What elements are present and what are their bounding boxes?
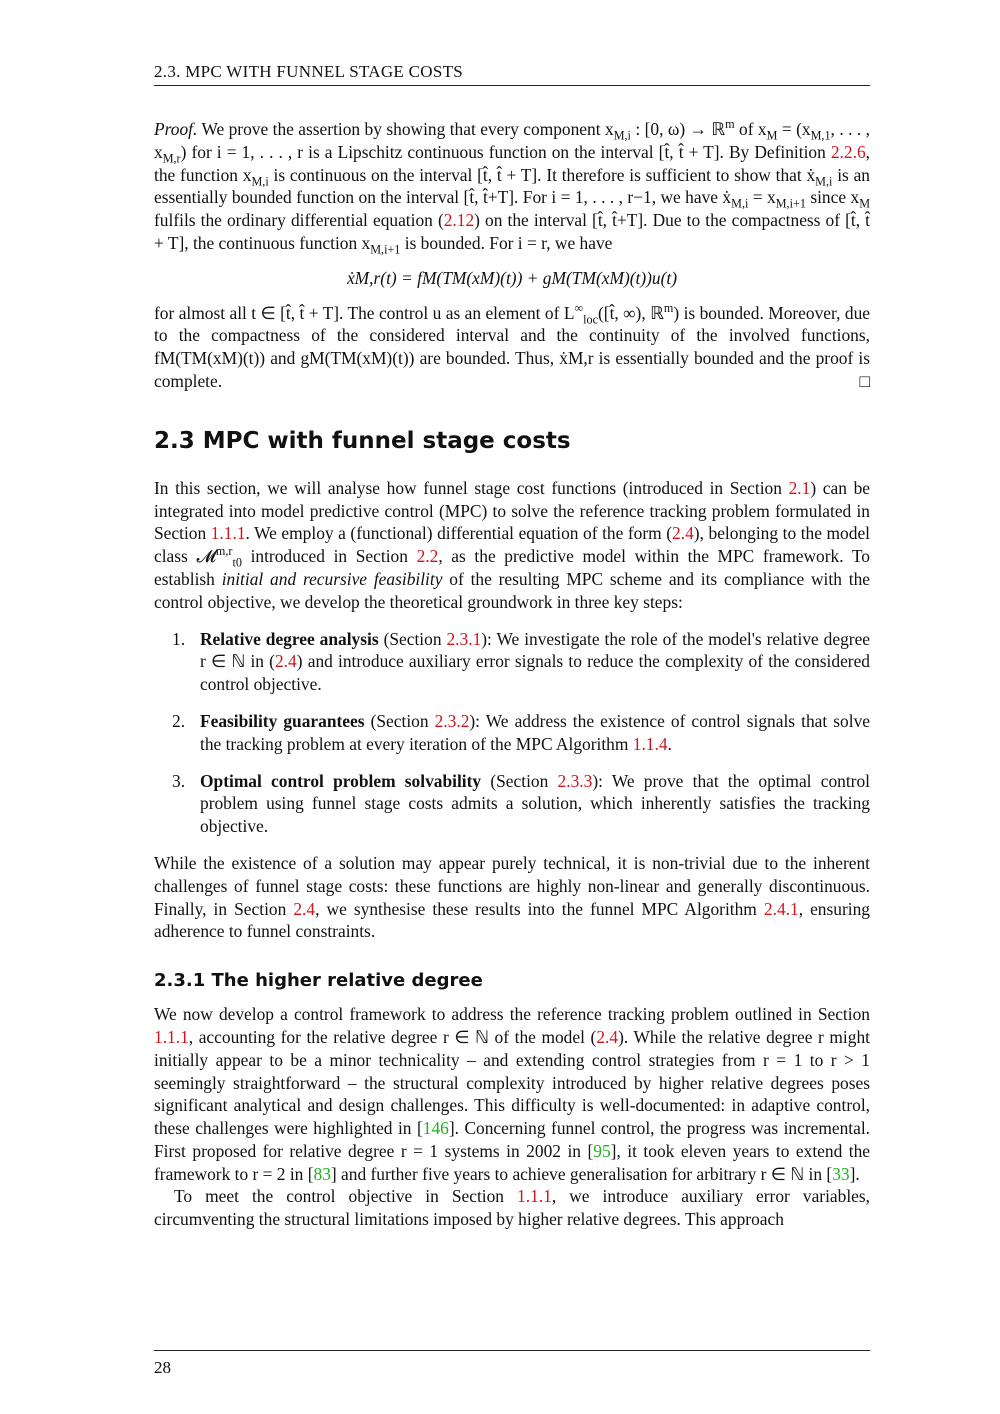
step-text: (Section xyxy=(481,770,558,791)
citation-link[interactable]: 95 xyxy=(593,1140,611,1161)
step-text: ): We address the existence of control signals that solve the tracking problem at every iteration of the MPC Algorithm xyxy=(200,710,870,754)
intro-text: of the resulting MPC scheme and its compliance with the control objective, we develop the theoretical groundwork in three key steps: xyxy=(154,568,870,612)
list-item xyxy=(154,628,870,696)
proof-sub: M,i+1 xyxy=(775,196,806,211)
section-link[interactable]: 2.4 xyxy=(293,898,316,919)
proof-sub: M xyxy=(766,128,778,143)
proof-text: We prove the assertion by showing that every component x xyxy=(197,119,614,139)
proof-text: is bounded. For i = r, we have xyxy=(400,232,613,253)
section-link[interactable]: 2.3.2 xyxy=(434,710,470,731)
subsection-text: ). While the relative degree r might initially appear to be a minor technicality – and extending control strategies from r = 1 to r > 1 seemingly straightforward – the structural complexity introduced by higher relative degrees poses significant analytical and design challenges. This difficulty is well-documented: in adaptive control, these challenges were highlighted in [ xyxy=(154,1026,870,1139)
equation-link[interactable]: 2.4 xyxy=(672,523,694,544)
header-rule xyxy=(154,85,870,86)
equation-link[interactable]: 2.4 xyxy=(274,651,297,672)
subsection-paragraph xyxy=(154,1185,870,1231)
page-number: 28 xyxy=(154,1358,171,1377)
proof-text: is an essentially bounded function on the interval [t̂, t̂+T]. For i = 1, . . . , r−1, we have ẋ xyxy=(154,164,870,208)
page-body xyxy=(154,118,870,1231)
steps-list xyxy=(154,628,870,838)
subsection-text: , accounting for the relative degree r ∈ ℕ of the model ( xyxy=(188,1026,597,1047)
proof-sub: loc xyxy=(583,312,598,327)
section-link[interactable]: 1.1.1 xyxy=(210,523,246,544)
subsection-text: To meet the control objective in Section xyxy=(174,1186,518,1207)
proof-conclusion xyxy=(154,302,870,393)
step-title: Feasibility guarantees xyxy=(200,710,365,731)
proof-text: ([t̂, ∞), ℝ xyxy=(597,302,664,323)
section-link[interactable]: 2.1 xyxy=(788,477,811,498)
step-text: ) and introduce auxiliary error signals to reduce the complexity of the considered control objective. xyxy=(200,651,870,695)
step-text: . xyxy=(667,733,672,754)
subsection-text: ]. xyxy=(849,1163,860,1184)
intro-text: ), belonging to the model class 𝓜 xyxy=(154,523,870,567)
intro-sub: t0 xyxy=(232,555,242,570)
subsection-text: We now develop a control framework to address the reference tracking problem outlined in Section xyxy=(154,1004,870,1025)
proof-paragraph xyxy=(154,118,870,255)
section-link[interactable]: 2.3.3 xyxy=(557,770,593,791)
closing-text: While the existence of a solution may appear purely technical, it is non-trivial due to the inherent challenges of funnel stage costs: these functions are highly non-linear and generally discontinuous. Finally, in Section xyxy=(154,852,870,919)
list-item xyxy=(154,770,870,838)
citation-link[interactable]: 33 xyxy=(832,1163,850,1184)
proof-text: , the function x xyxy=(154,141,870,185)
intro-text: introduced in Section xyxy=(241,546,417,567)
display-equation: ẋM,r(t) = fM(TM(xM)(t)) + gM(TM(xM)(t))u(t) xyxy=(346,267,678,288)
subsection-text: ], it took eleven years to extend the framework to r = 2 in [ xyxy=(154,1140,870,1184)
intro-text: ) can be integrated into model predictive control (MPC) to solve the reference tracking problem formulated in Section xyxy=(154,477,870,544)
proof-label: Proof. xyxy=(154,119,198,139)
section-link[interactable]: 2.3.1 xyxy=(446,628,482,649)
subsection-heading: 2.3.1 The higher relative degree xyxy=(154,970,483,992)
section-intro xyxy=(154,477,870,614)
subsection-paragraph xyxy=(154,1003,870,1185)
list-number: 1. xyxy=(172,628,186,649)
intro-sup: m,r xyxy=(215,544,233,559)
intro-text: , as the predictive model within the MPC framework. To establish xyxy=(154,546,870,589)
qed-symbol: □ xyxy=(859,370,870,391)
proof-sub: M,1 xyxy=(810,128,831,143)
proof-sub: M,i xyxy=(251,174,269,189)
step-text: ): We investigate the role of the model's relative degree r ∈ ℕ in ( xyxy=(200,628,871,672)
equation-link[interactable]: 2.4 xyxy=(596,1026,619,1047)
proof-text: fulfils the ordinary differential equation ( xyxy=(154,210,444,231)
section-link[interactable]: 1.1.1 xyxy=(517,1186,552,1207)
proof-sub: M,r xyxy=(162,151,181,166)
subsection-text: , we introduce auxiliary error variables, circumventing the structural limitations imposed by higher relative degrees. This approach xyxy=(154,1186,870,1230)
closing-text: , we synthesise these results into the funnel MPC Algorithm xyxy=(315,898,764,919)
proof-text: , . . . , x xyxy=(154,119,870,162)
proof-sup: m xyxy=(663,300,674,315)
intro-text: . We employ a (functional) differential equation of the form ( xyxy=(245,523,673,544)
list-number: 3. xyxy=(172,770,186,791)
proof-text: ) on the interval [t̂, t̂+T]. Due to the compactness of [t̂, t̂ + T], the continuous function x xyxy=(154,210,870,253)
algorithm-link[interactable]: 1.1.4 xyxy=(632,733,668,754)
intro-text: In this section, we will analyse how funnel stage cost functions (introduced in Section xyxy=(154,477,789,498)
proof-text: = x xyxy=(748,187,776,208)
step-title: Optimal control problem solvability xyxy=(200,770,482,791)
list-number: 2. xyxy=(172,710,186,731)
step-text: (Section xyxy=(378,628,447,649)
section-link[interactable]: 2.2 xyxy=(416,546,439,567)
step-title: Relative degree analysis xyxy=(200,628,379,649)
proof-sub: M,i xyxy=(731,196,749,211)
proof-text: ) for i = 1, . . . , r is a Lipschitz continuous function on the interval [t̂, t̂ + T]. By Definition xyxy=(180,141,831,162)
proof-text: for almost all t ∈ [t̂, t̂ + T]. The control u as an element of L xyxy=(154,302,575,323)
proof-text: of x xyxy=(734,119,767,139)
intro-emphasis: initial and recursive feasibility xyxy=(221,568,443,589)
citation-link[interactable]: 146 xyxy=(422,1118,449,1139)
proof-text: since x xyxy=(805,187,860,208)
footer-rule xyxy=(154,1350,870,1351)
equation-link[interactable]: 2.12 xyxy=(443,210,475,231)
proof-sup: ∞ xyxy=(574,300,584,315)
proof-sup: m xyxy=(725,117,735,132)
proof-sub: M xyxy=(859,196,870,211)
proof-text: is continuous on the interval [t̂, t̂ + T]. It therefore is sufficient to show that ẋ xyxy=(268,164,816,185)
subsection-text: ] and further five years to achieve generalisation for arbitrary r ∈ ℕ in [ xyxy=(330,1163,833,1184)
section-link[interactable]: 1.1.1 xyxy=(154,1026,189,1047)
closing-text: , ensuring adherence to funnel constraints. xyxy=(154,898,870,942)
proof-text: ) is bounded. Moreover, due to the compactness of the considered interval and the continuity of the involved functions, fM(TM(xM)(t)) and gM(TM(xM)(t)) are bounded. Thus, ẋM,r is essentially bounded and the proof is complete. xyxy=(154,302,870,391)
step-text: ): We prove that the optimal control problem using funnel stage costs admits a solution, which inherently satisfies the tracking objective. xyxy=(200,770,870,837)
definition-link[interactable]: 2.2.6 xyxy=(830,141,866,162)
proof-text: = (x xyxy=(777,119,811,139)
proof-sub: M,i xyxy=(613,128,631,143)
list-item xyxy=(154,710,870,756)
subsection-text: ]. Concerning funnel control, the progress was incremental. First proposed for relative degree r = 1 systems in 2002 in [ xyxy=(154,1118,871,1161)
step-text: (Section xyxy=(364,710,435,731)
running-head: 2.3. MPC WITH FUNNEL STAGE COSTS xyxy=(154,62,464,81)
proof-sub: M,i xyxy=(815,174,833,189)
algorithm-link[interactable]: 2.4.1 xyxy=(763,898,799,919)
proof-sub: M,i+1 xyxy=(370,242,401,257)
section-closing xyxy=(154,852,870,943)
section-heading: 2.3 MPC with funnel stage costs xyxy=(154,427,571,454)
proof-text: : [0, ω) → ℝ xyxy=(630,119,726,139)
citation-link[interactable]: 83 xyxy=(313,1163,331,1184)
